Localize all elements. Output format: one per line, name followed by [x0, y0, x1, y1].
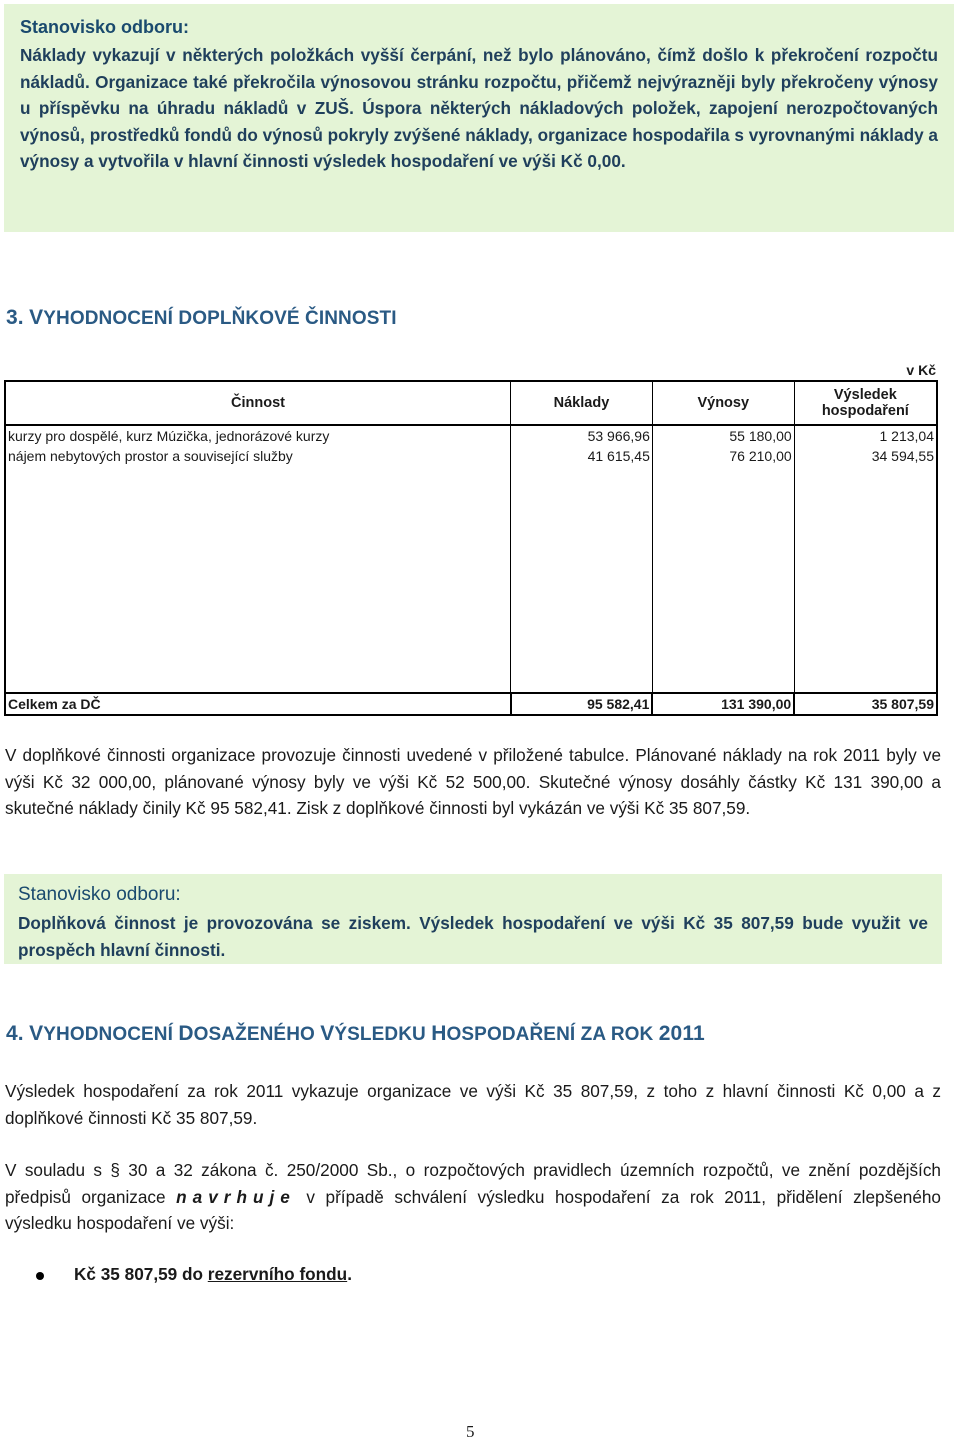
table-row — [5, 425, 937, 446]
total-revenue: 131 390,00 — [652, 693, 794, 715]
total-label: Celkem za DČ — [5, 693, 511, 715]
opinion-text: Náklady vykazují v některých položkách vyšší čerpání, než bylo plánováno, čímž došlo k překročení rozpočtu nákladů. Organizace také překročila výnosovou stránku rozpočtu, přičemž nejvýrazněji byly překročeny výnosy u příspěvku na úhradu nákladů v ZUŠ. Úspora některých nákladových položek, zapojení nerozpočtovaných výnosů, prostředků fondů do výnosů pokryly zvýšené náklady, organizace hospodařila s vyrovnanými náklady a výnosy a vytvořila v hlavní činnosti výsledek hospodaření ve výši Kč 0,00. — [20, 45, 938, 172]
cell-revenue: 55 180,00 — [652, 425, 794, 446]
result-paragraph: Výsledek hospodaření za rok 2011 vykazuje organizace ve výši Kč 35 807,59, z toho z hlavní činnosti Kč 0,00 a z doplňkové činnosti Kč 35 807,59. — [5, 1081, 941, 1128]
header-revenue: Výnosy — [652, 381, 794, 425]
table-total-row — [5, 693, 937, 715]
opinion-box-main — [4, 4, 954, 232]
header-costs: Náklady — [511, 381, 653, 425]
cell-result: 1 213,04 — [794, 425, 937, 446]
allocation-bullet: Kč 35 807,59 do rezervního fondu. — [38, 1264, 352, 1285]
bullet-dot-icon — [36, 1272, 44, 1280]
cell-activity: nájem nebytových prostor a související služby — [5, 446, 511, 466]
page-number: 5 — [466, 1422, 475, 1441]
table-row — [5, 446, 937, 466]
header-activity: Činnost — [5, 381, 511, 425]
supplementary-activity-table — [4, 380, 938, 716]
section-3-title: 3. VYHODNOCENÍ DOPLŇKOVÉ ČINNOSTI — [6, 306, 397, 329]
table-empty-space — [5, 466, 937, 693]
cell-result: 34 594,55 — [794, 446, 937, 466]
header-result: Výsledek hospodaření — [794, 381, 937, 425]
section-4-number: 4. — [6, 1022, 24, 1045]
total-result: 35 807,59 — [794, 693, 937, 715]
reserve-fund-label: rezervního fondu — [207, 1264, 348, 1284]
cell-revenue: 76 210,00 — [652, 446, 794, 466]
cell-costs: 53 966,96 — [511, 425, 653, 446]
currency-unit: v Kč — [906, 362, 936, 378]
proposal-paragraph: V souladu s § 30 a 32 zákona č. 250/2000 Sb., o rozpočtových pravidlech územních rozpočtů, ve znění pozdějších předpisů organizace navrhuje v případě schválení výsledku hospodaření za rok 2011, přidělení zlepšeného výsledku hospodaření ve výši: — [5, 1160, 941, 1234]
cell-activity: kurzy pro dospělé, kurz Múzička, jednorázové kurzy — [5, 425, 511, 446]
total-costs: 95 582,41 — [511, 693, 653, 715]
opinion-heading: Stanovisko odboru: — [20, 17, 190, 37]
supplementary-summary-paragraph: V doplňkové činnosti organizace provozuje činnosti uvedené v přiložené tabulce. Plánované náklady na rok 2011 byly ve výši Kč 32 000,00, plánované výnosy byly ve výši Kč 52 500,00. Skutečné výnosy dosáhly částky Kč 131 390,00 a skutečné náklady činily Kč 95 582,41. Zisk z doplňkové činnosti byl vykázán ve výši Kč 35 807,59. — [5, 745, 941, 819]
cell-costs: 41 615,45 — [511, 446, 653, 466]
section-3-number: 3. — [6, 306, 24, 329]
section-4-title: 4. VYHODNOCENÍ DOSAŽENÉHO VÝSLEDKU HOSPODAŘENÍ ZA ROK 2011 — [6, 1022, 705, 1045]
opinion-text: Doplňková činnost je provozována se ziskem. Výsledek hospodaření ve výši Kč 35 807,59 bude využit ve prospěch hlavní činnosti. — [18, 913, 928, 960]
proposal-verb: navrhuje — [176, 1186, 296, 1207]
opinion-box-supplementary — [4, 874, 942, 964]
opinion-heading: Stanovisko odboru: — [18, 884, 181, 905]
